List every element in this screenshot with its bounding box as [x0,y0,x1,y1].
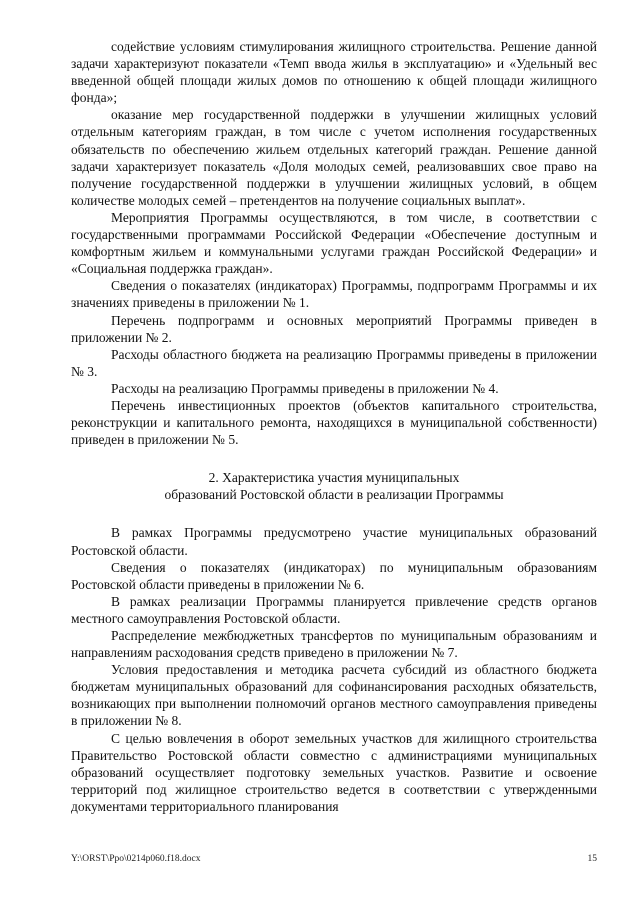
section-heading-line: образований Ростовской области в реализации Программы [164,487,504,503]
paragraph: Мероприятия Программы осуществляются, в том числе, в соответствии с государственными программами Российской Федерации «Обеспечение доступным и комфортным жильем и коммунальными услугами граждан Российской Федерации» и «Социальная поддержка граждан». [71,209,597,277]
spacer [71,448,597,465]
paragraph: Расходы на реализацию Программы приведены в приложении № 4. [111,380,499,396]
paragraph: Распределение межбюджетных трансфертов по муниципальным образованиям и направлениям расходования средств приведено в приложении № 7. [71,628,597,661]
section-heading-line: 2. Характеристика участия муниципальных [208,470,460,486]
section-heading [71,469,597,503]
paragraph: Сведения о показателях (индикаторах) по муниципальным образованиям Ростовской области приведены в приложении № 6. [71,559,597,592]
paragraph: С целью вовлечения в оборот земельных участков для жилищного строительства Правительство Ростовской области совместно с администрациями муниципальных образований осуществляет подготовку земельных участков. Развитие и освоение территорий под жилищное строительство ведется в соответствии с утвержденными документами территориального планирования [71,730,597,814]
paragraph: оказание мер государственной поддержки в улучшении жилищных условий отдельным категориям граждан, в том числе с учетом исполнения государственных обязательств по обеспечению жильем отдельных категорий граждан. Решение данной задачи характеризует показатель «Доля молодых семей, реализовавших свое право на получение государственной поддержки в улучшении жилищных условий, в общем количестве молодых семей – претендентов на получение социальных выплат». [71,107,597,208]
page-number: 15 [587,854,597,864]
paragraph: Расходы областного бюджета на реализацию Программы приведены в приложении № 3. [71,346,597,379]
paragraph: Перечень подпрограмм и основных мероприятий Программы приведен в приложении № 2. [71,312,597,345]
paragraph: Условия предоставления и методика расчета субсидий из областного бюджета бюджетам муниципальных образований для софинансирования расходных обязательств, возникающих при выполнении полномочий органов местного самоуправления приведены в приложении № 8. [71,662,597,729]
paragraph: В рамках реализации Программы планируется привлечение средств органов местного самоуправления Ростовской области. [71,593,597,626]
document-body [71,38,597,815]
paragraph: Перечень инвестиционных проектов (объектов капитального строительства, реконструкции и капитального ремонта, находящихся в муниципальной собственности) приведен в приложении № 5. [71,397,597,448]
spacer [71,503,597,520]
paragraph: В рамках Программы предусмотрено участие муниципальных образований Ростовской области. [71,525,597,558]
paragraph: Сведения о показателях (индикаторах) Программы, подпрограмм Программы и их значениях приведены в приложении № 1. [71,278,597,311]
paragraph: содействие условиям стимулирования жилищного строительства. Решение данной задачи характеризуют показатели «Темп ввода жилья в эксплуатацию» и «Удельный вес введенной общей площади жилых домов по отношению к общей площади жилищного фонда»; [71,39,597,106]
footer-file-path: Y:\ORST\Ppo\0214p060.f18.docx [71,854,201,864]
